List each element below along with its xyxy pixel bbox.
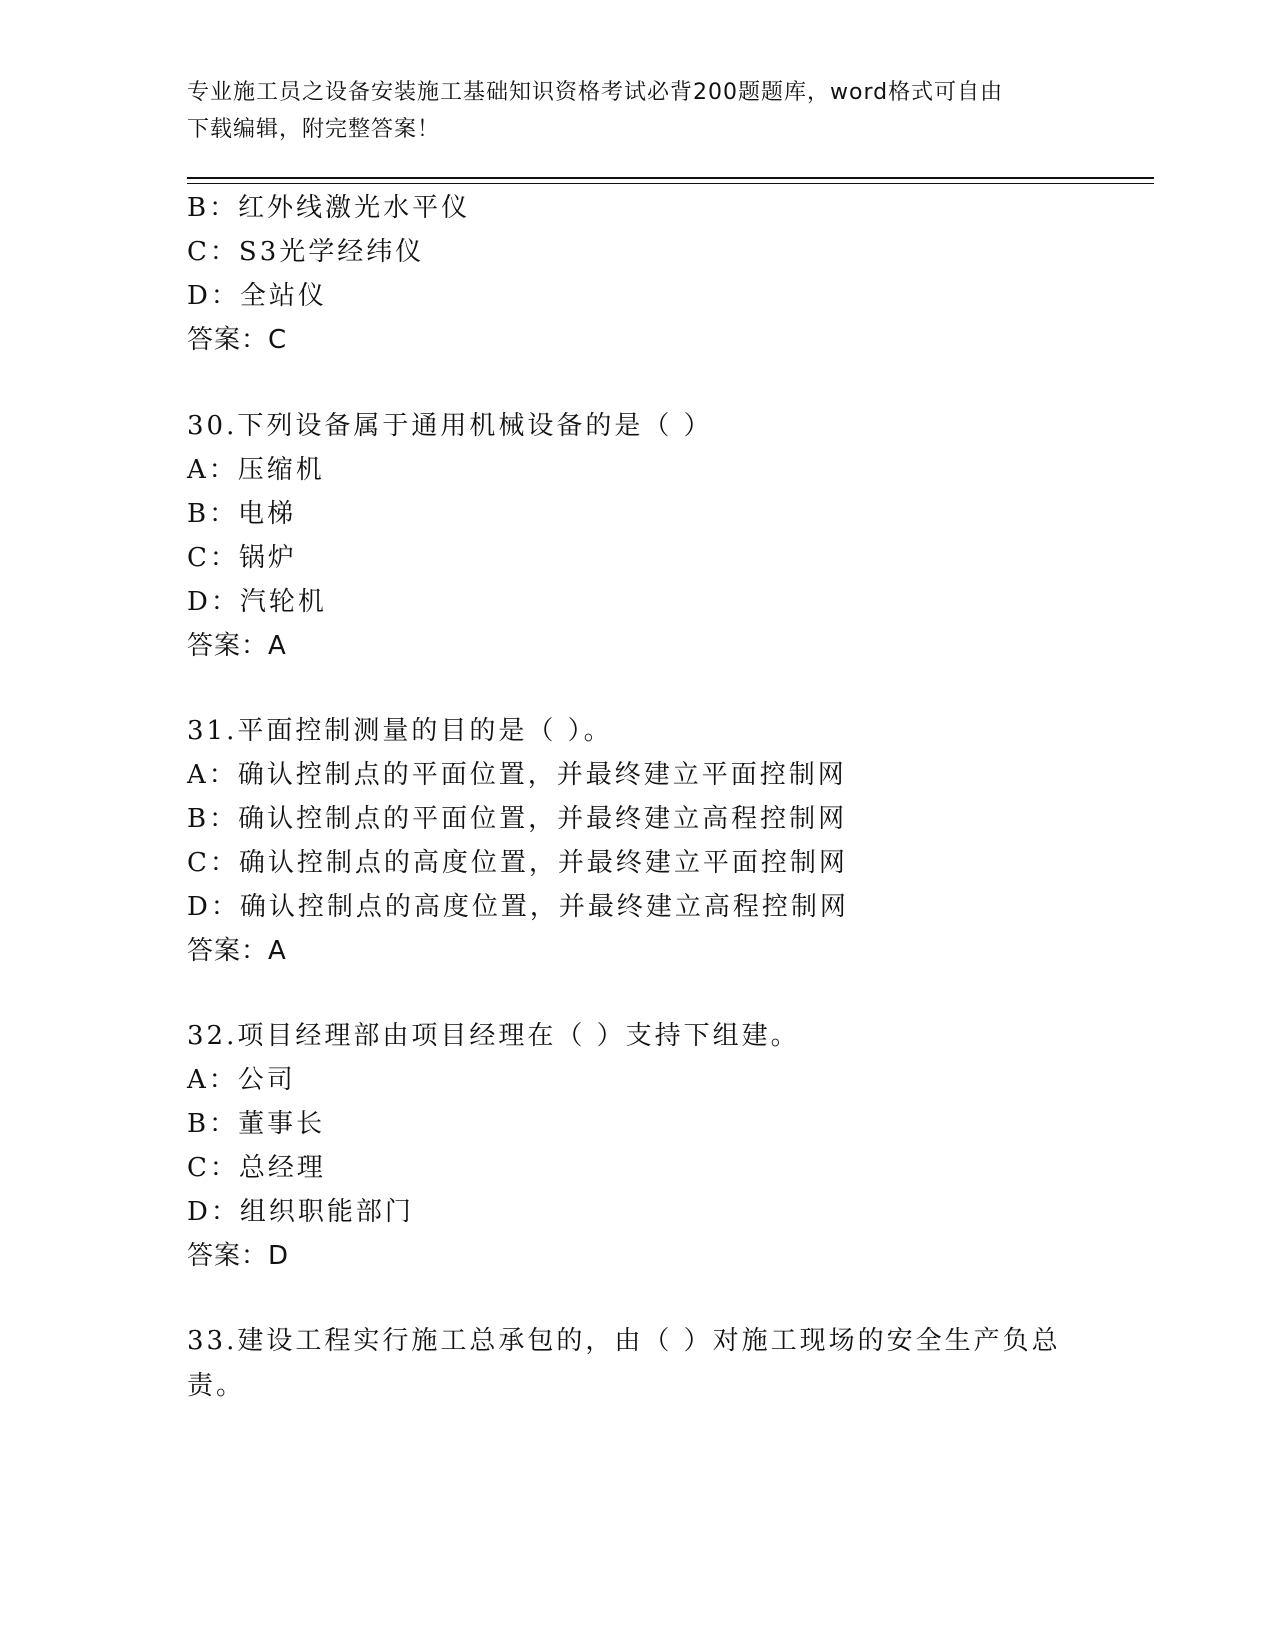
q33-question: 33.建设工程实行施工总承包的，由（ ）对施工现场的安全生产负总责。 <box>187 1326 1061 1401</box>
q31-answer: 答案：A <box>187 936 287 966</box>
q31-option-c: C：确认控制点的高度位置，并最终建立平面控制网 <box>187 848 848 878</box>
q32-option-c: C：总经理 <box>187 1153 326 1183</box>
q32-answer: 答案：D <box>187 1241 290 1271</box>
q30-option-d: D：汽轮机 <box>187 587 327 617</box>
q30-question: 30.下列设备属于通用机械设备的是（ ） <box>187 411 713 441</box>
q29-option-d: D：全站仪 <box>187 281 327 311</box>
header-divider-thin <box>187 183 1154 184</box>
header-line-2: 下载编辑，附完整答案！ <box>187 117 441 142</box>
q29-option-c: C：S3光学经纬仪 <box>187 237 425 267</box>
document-header <box>187 74 1087 148</box>
q30-answer: 答案：A <box>187 631 287 661</box>
q30-option-a: A：压缩机 <box>187 455 325 485</box>
q31-option-b: B：确认控制点的平面位置，并最终建立高程控制网 <box>187 804 848 834</box>
q32-question: 32.项目经理部由项目经理在（ ）支持下组建。 <box>187 1021 800 1051</box>
q30-option-c: C：锅炉 <box>187 543 297 573</box>
header-divider-thick <box>187 177 1154 179</box>
q29-answer: 答案：C <box>187 325 288 355</box>
q31-option-a: A：确认控制点的平面位置，并最终建立平面控制网 <box>187 760 847 790</box>
q29-option-b: B：红外线激光水平仪 <box>187 193 471 223</box>
header-line-1: 专业施工员之设备安装施工基础知识资格考试必背200题题库，word格式可自由 <box>187 80 1004 105</box>
q32-option-a: A：公司 <box>187 1065 296 1095</box>
q31-option-d: D：确认控制点的高度位置，并最终建立高程控制网 <box>187 892 849 922</box>
q32-option-d: D：组织职能部门 <box>187 1197 414 1227</box>
q30-option-b: B：电梯 <box>187 499 297 529</box>
q32-option-b: B：董事长 <box>187 1109 326 1139</box>
q31-question: 31.平面控制测量的目的是（ ）。 <box>187 716 613 746</box>
